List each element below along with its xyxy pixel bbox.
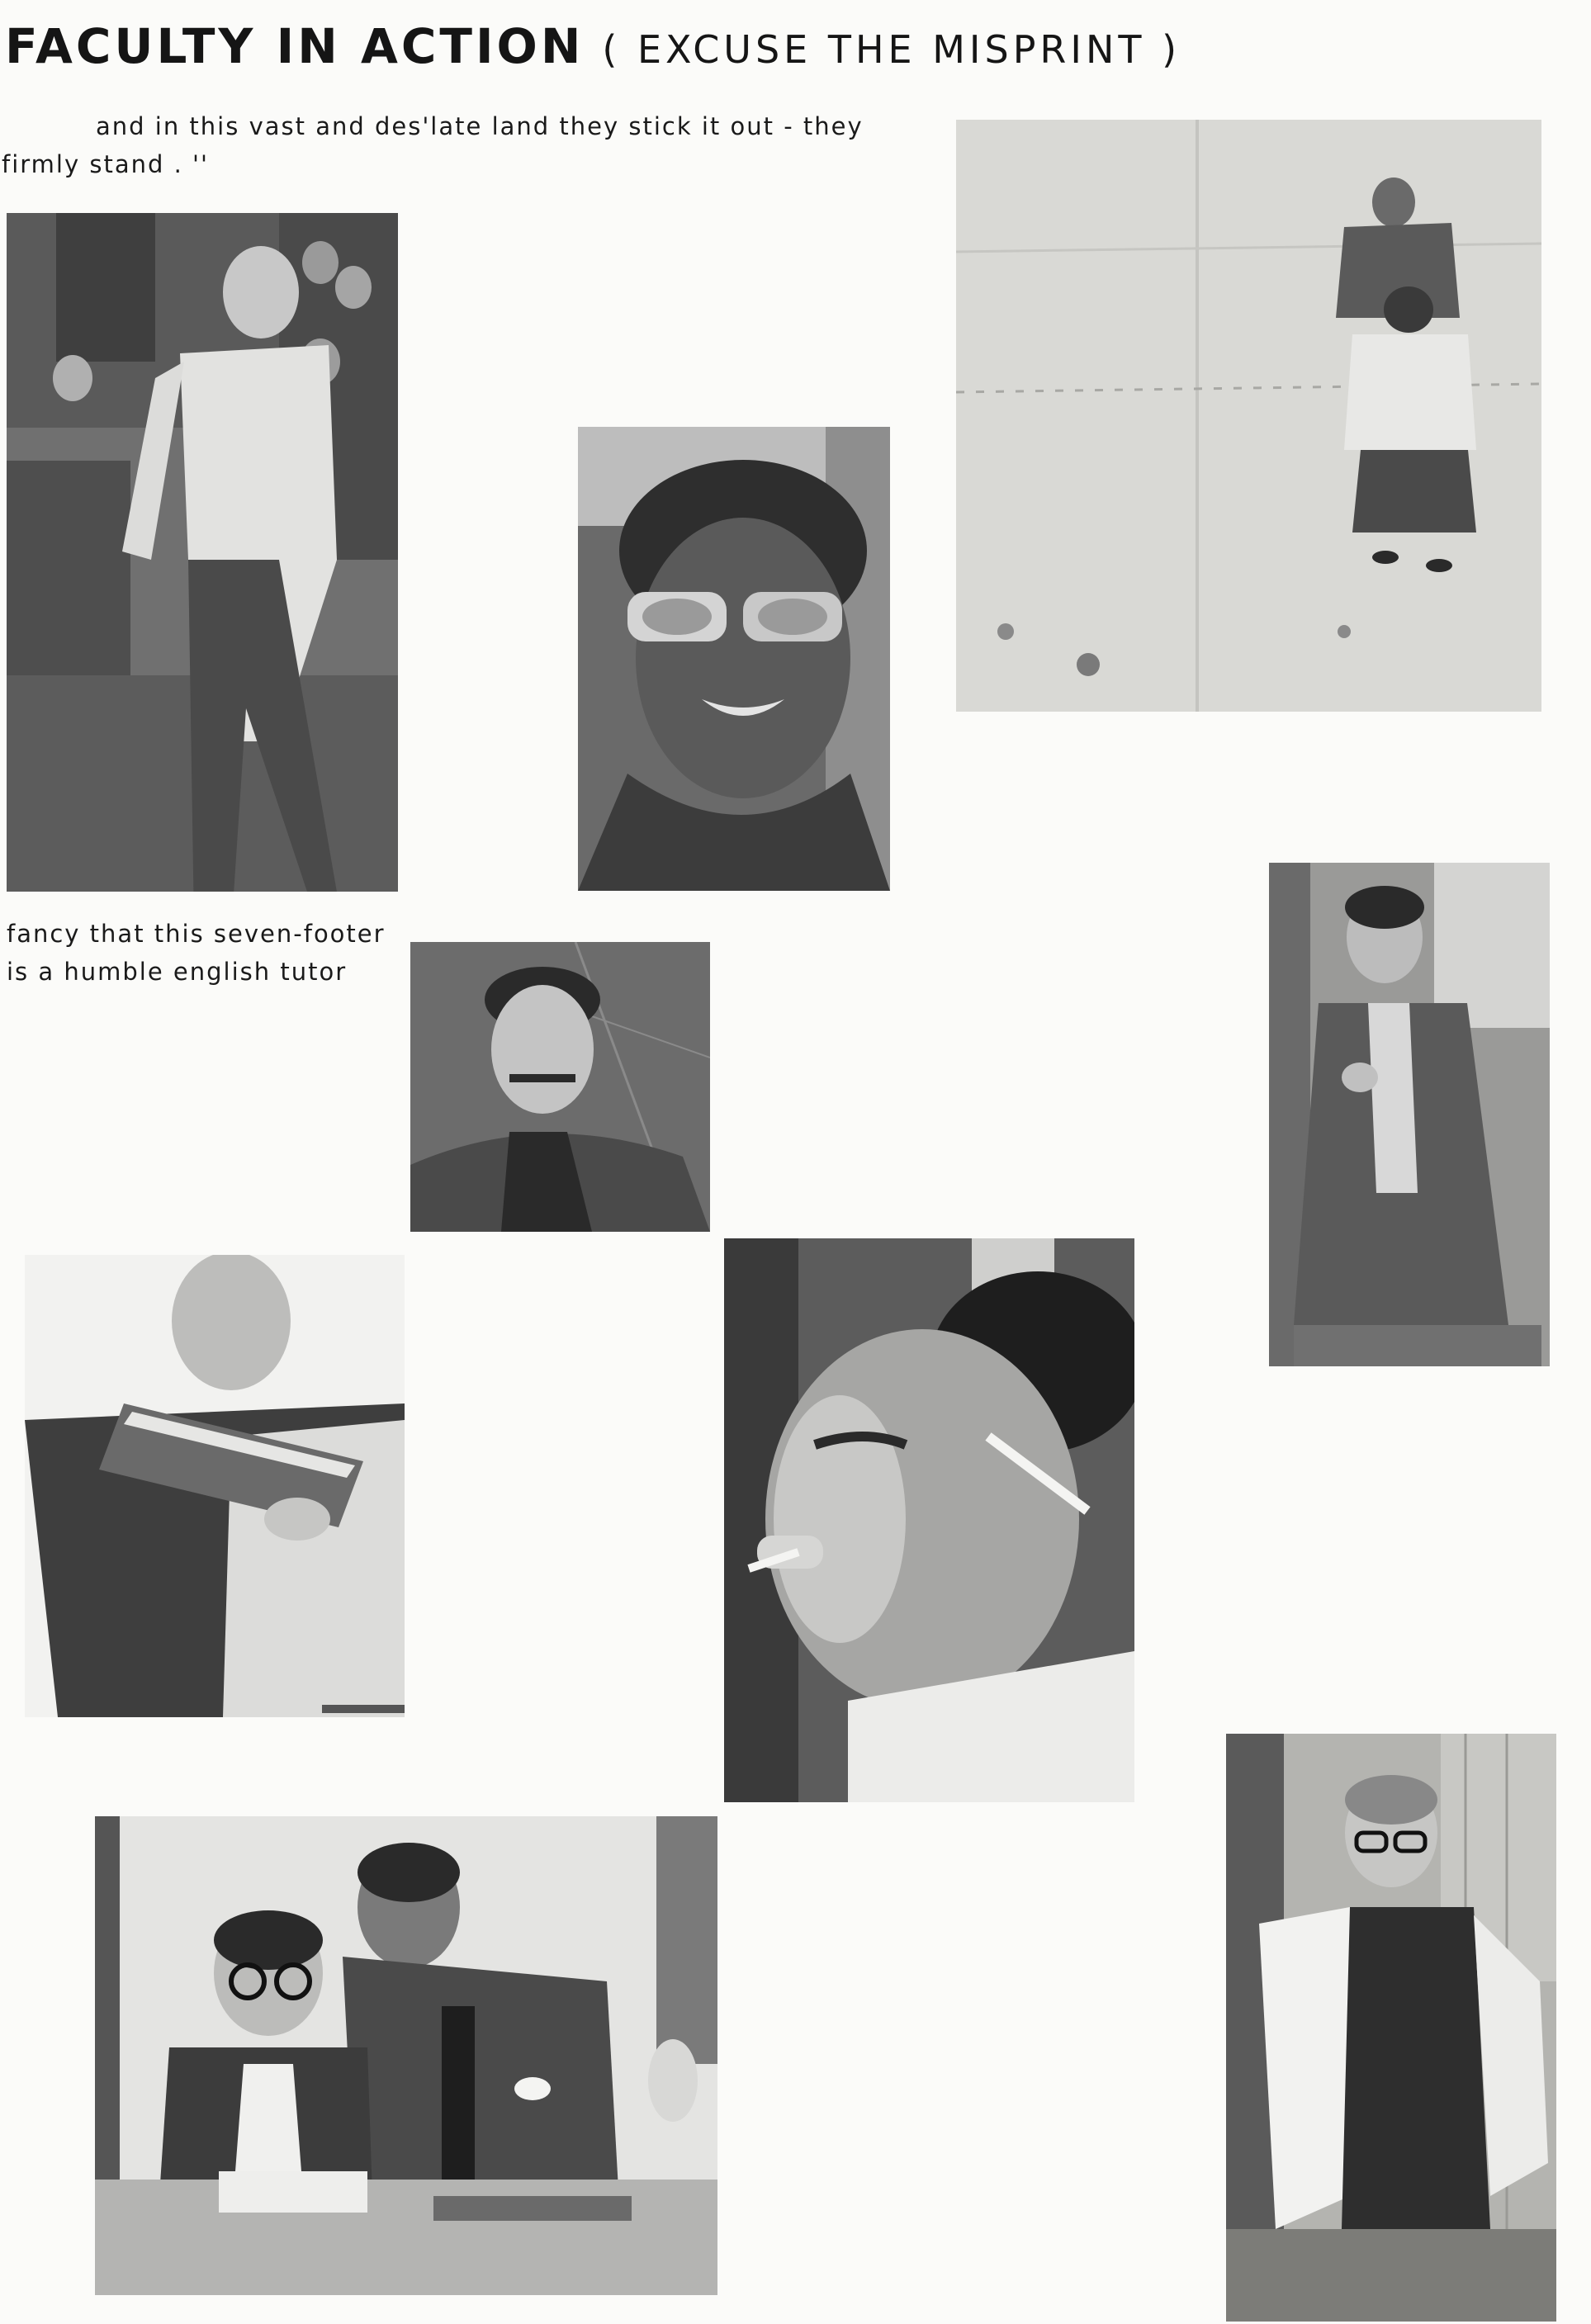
photo-man-walking-image (7, 213, 398, 892)
title-note: ( EXCUSE THE MISPRINT ) (602, 27, 1181, 72)
photo-man-smoking-jacket (1269, 863, 1550, 1366)
poem-caption (0, 107, 892, 183)
photo-couple-street (956, 120, 1541, 712)
photo-two-men-desk (95, 1816, 717, 2295)
photo-man-reading-book-image (25, 1255, 405, 1717)
photo-couple-street-image (956, 120, 1541, 712)
tutor-caption (7, 915, 386, 991)
poem-line-1: and in this vast and des'late land they stick it out - they (96, 112, 864, 140)
photo-woman-sunglasses (578, 427, 890, 891)
tutor-line-1: fancy that this seven-footer (7, 920, 386, 948)
title-main: FACULTY IN ACTION (5, 18, 585, 74)
photo-man-mustache (410, 942, 710, 1232)
photo-man-reading-book (25, 1255, 405, 1717)
photo-man-walking (7, 213, 398, 892)
photo-man-cigarette-closeup-image (724, 1238, 1134, 1802)
poem-line-2: firmly stand . '' (2, 150, 210, 178)
photo-man-vest-glasses (1226, 1734, 1556, 2322)
photo-man-cigarette-closeup (724, 1238, 1134, 1802)
tutor-line-2: is a humble english tutor (7, 958, 348, 986)
photo-woman-sunglasses-image (578, 427, 890, 891)
photo-man-smoking-jacket-image (1269, 863, 1550, 1366)
photo-two-men-desk-image (95, 1816, 717, 2295)
photo-man-vest-glasses-image (1226, 1734, 1556, 2322)
page-title (5, 18, 1181, 74)
photo-man-mustache-image (410, 942, 710, 1232)
